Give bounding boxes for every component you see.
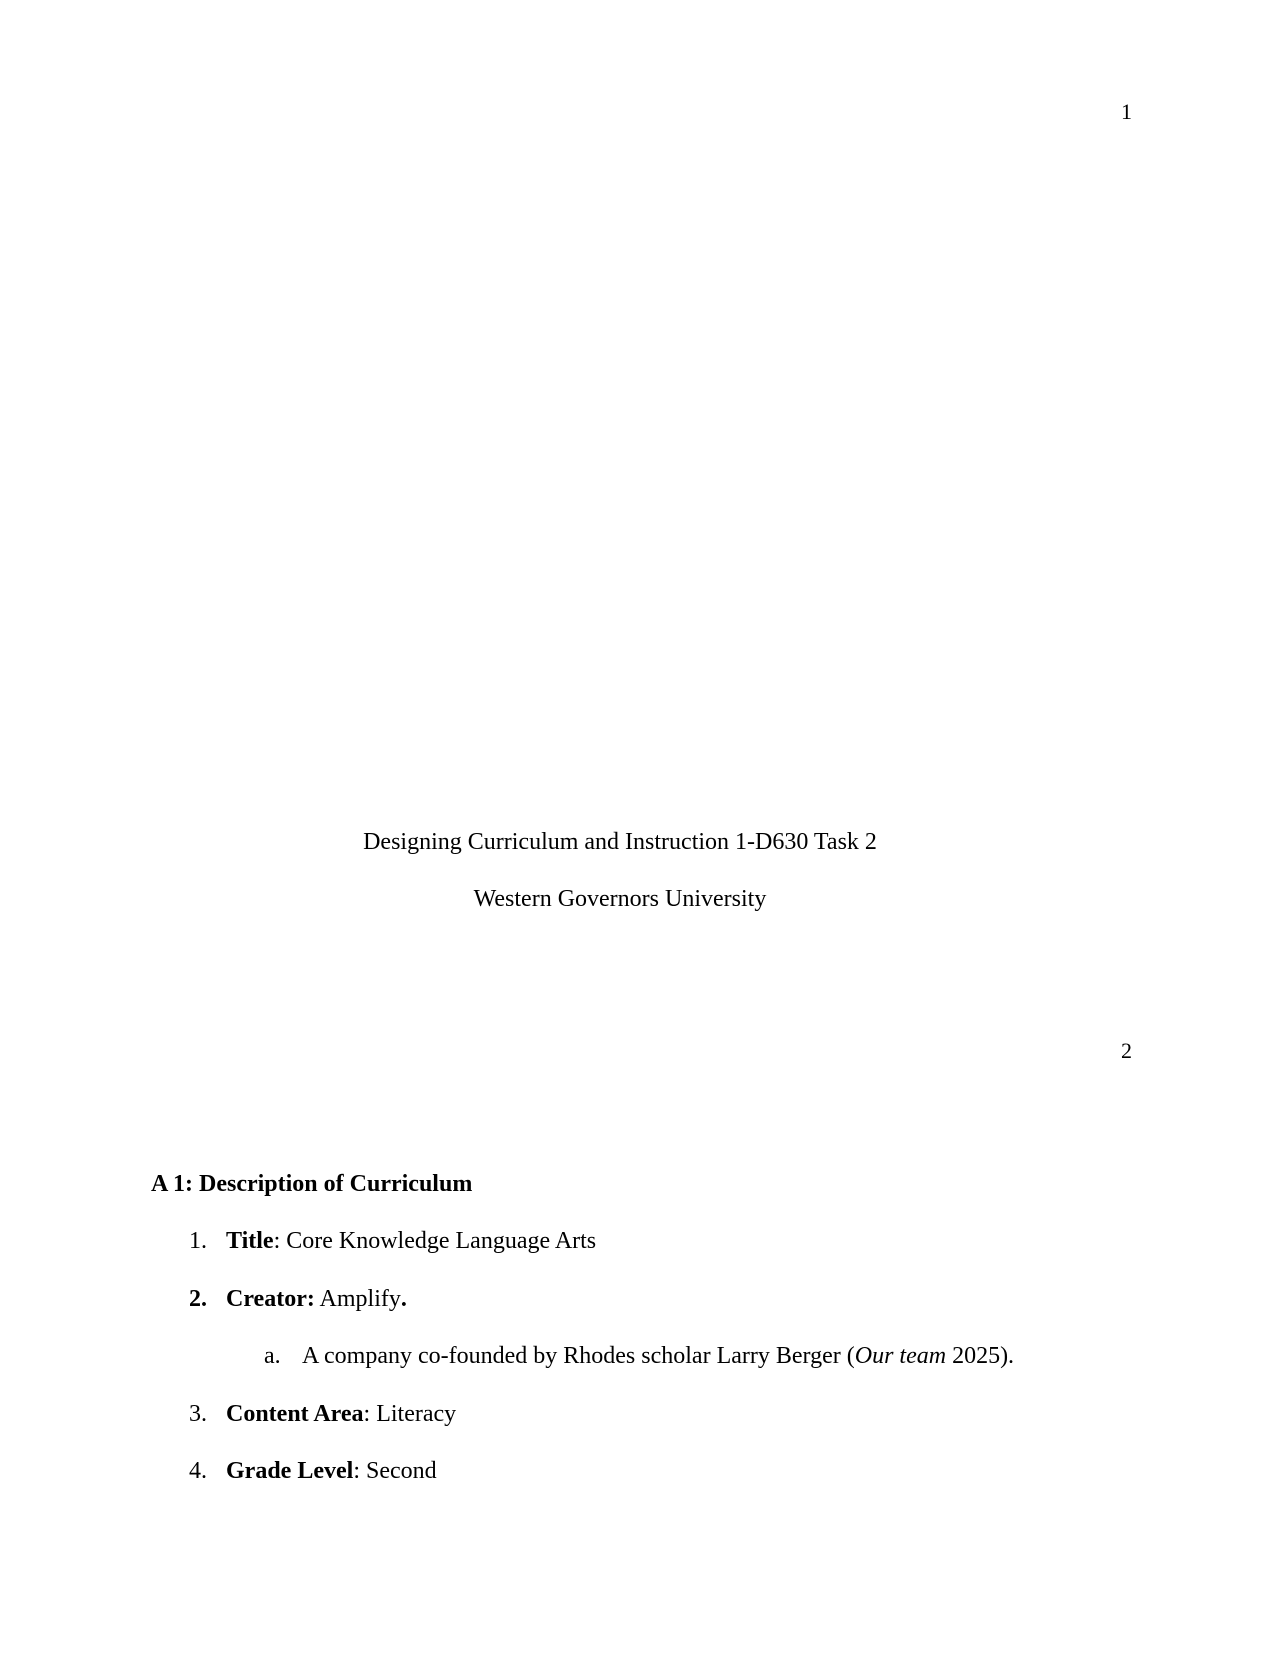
item-label: Grade Level — [226, 1458, 354, 1484]
list-item-content — [226, 1459, 437, 1483]
institution-name: Western Governors University — [473, 886, 767, 912]
page-number: 1 — [1121, 99, 1132, 124]
list-marker: a. — [264, 1343, 281, 1369]
item-value: Amplify — [319, 1286, 401, 1312]
list-item-content — [226, 1287, 407, 1311]
document-title: Designing Curriculum and Instruction 1-D630 Task 2 — [363, 829, 877, 855]
item-separator: : — [353, 1458, 366, 1484]
item-value: Second — [365, 1458, 437, 1484]
list-marker: 2. — [189, 1286, 207, 1312]
item-separator: : — [363, 1401, 377, 1427]
sub-item-content — [302, 1344, 1014, 1368]
sub-item-text: A company co-founded by Rhodes scholar Larry Berger ( — [302, 1343, 855, 1369]
sub-item-text-end: 2025). — [946, 1343, 1015, 1369]
list-marker: 1. — [189, 1228, 207, 1254]
list-marker: 3. — [189, 1401, 207, 1427]
item-label: Creator: — [226, 1286, 315, 1312]
list-item-content — [226, 1402, 456, 1426]
citation-title: Our team — [854, 1343, 947, 1369]
page-number: 2 — [1121, 1038, 1132, 1063]
item-label: Title — [226, 1228, 274, 1254]
list-item-content — [226, 1229, 596, 1253]
item-trailing: . — [400, 1286, 407, 1312]
item-value: Core Knowledge Language Arts — [286, 1228, 597, 1254]
item-value: Literacy — [376, 1401, 457, 1427]
item-label: Content Area — [226, 1401, 364, 1427]
list-marker: 4. — [189, 1458, 207, 1484]
section-heading: A 1: Description of Curriculum — [151, 1171, 473, 1197]
item-separator: : — [273, 1228, 287, 1254]
